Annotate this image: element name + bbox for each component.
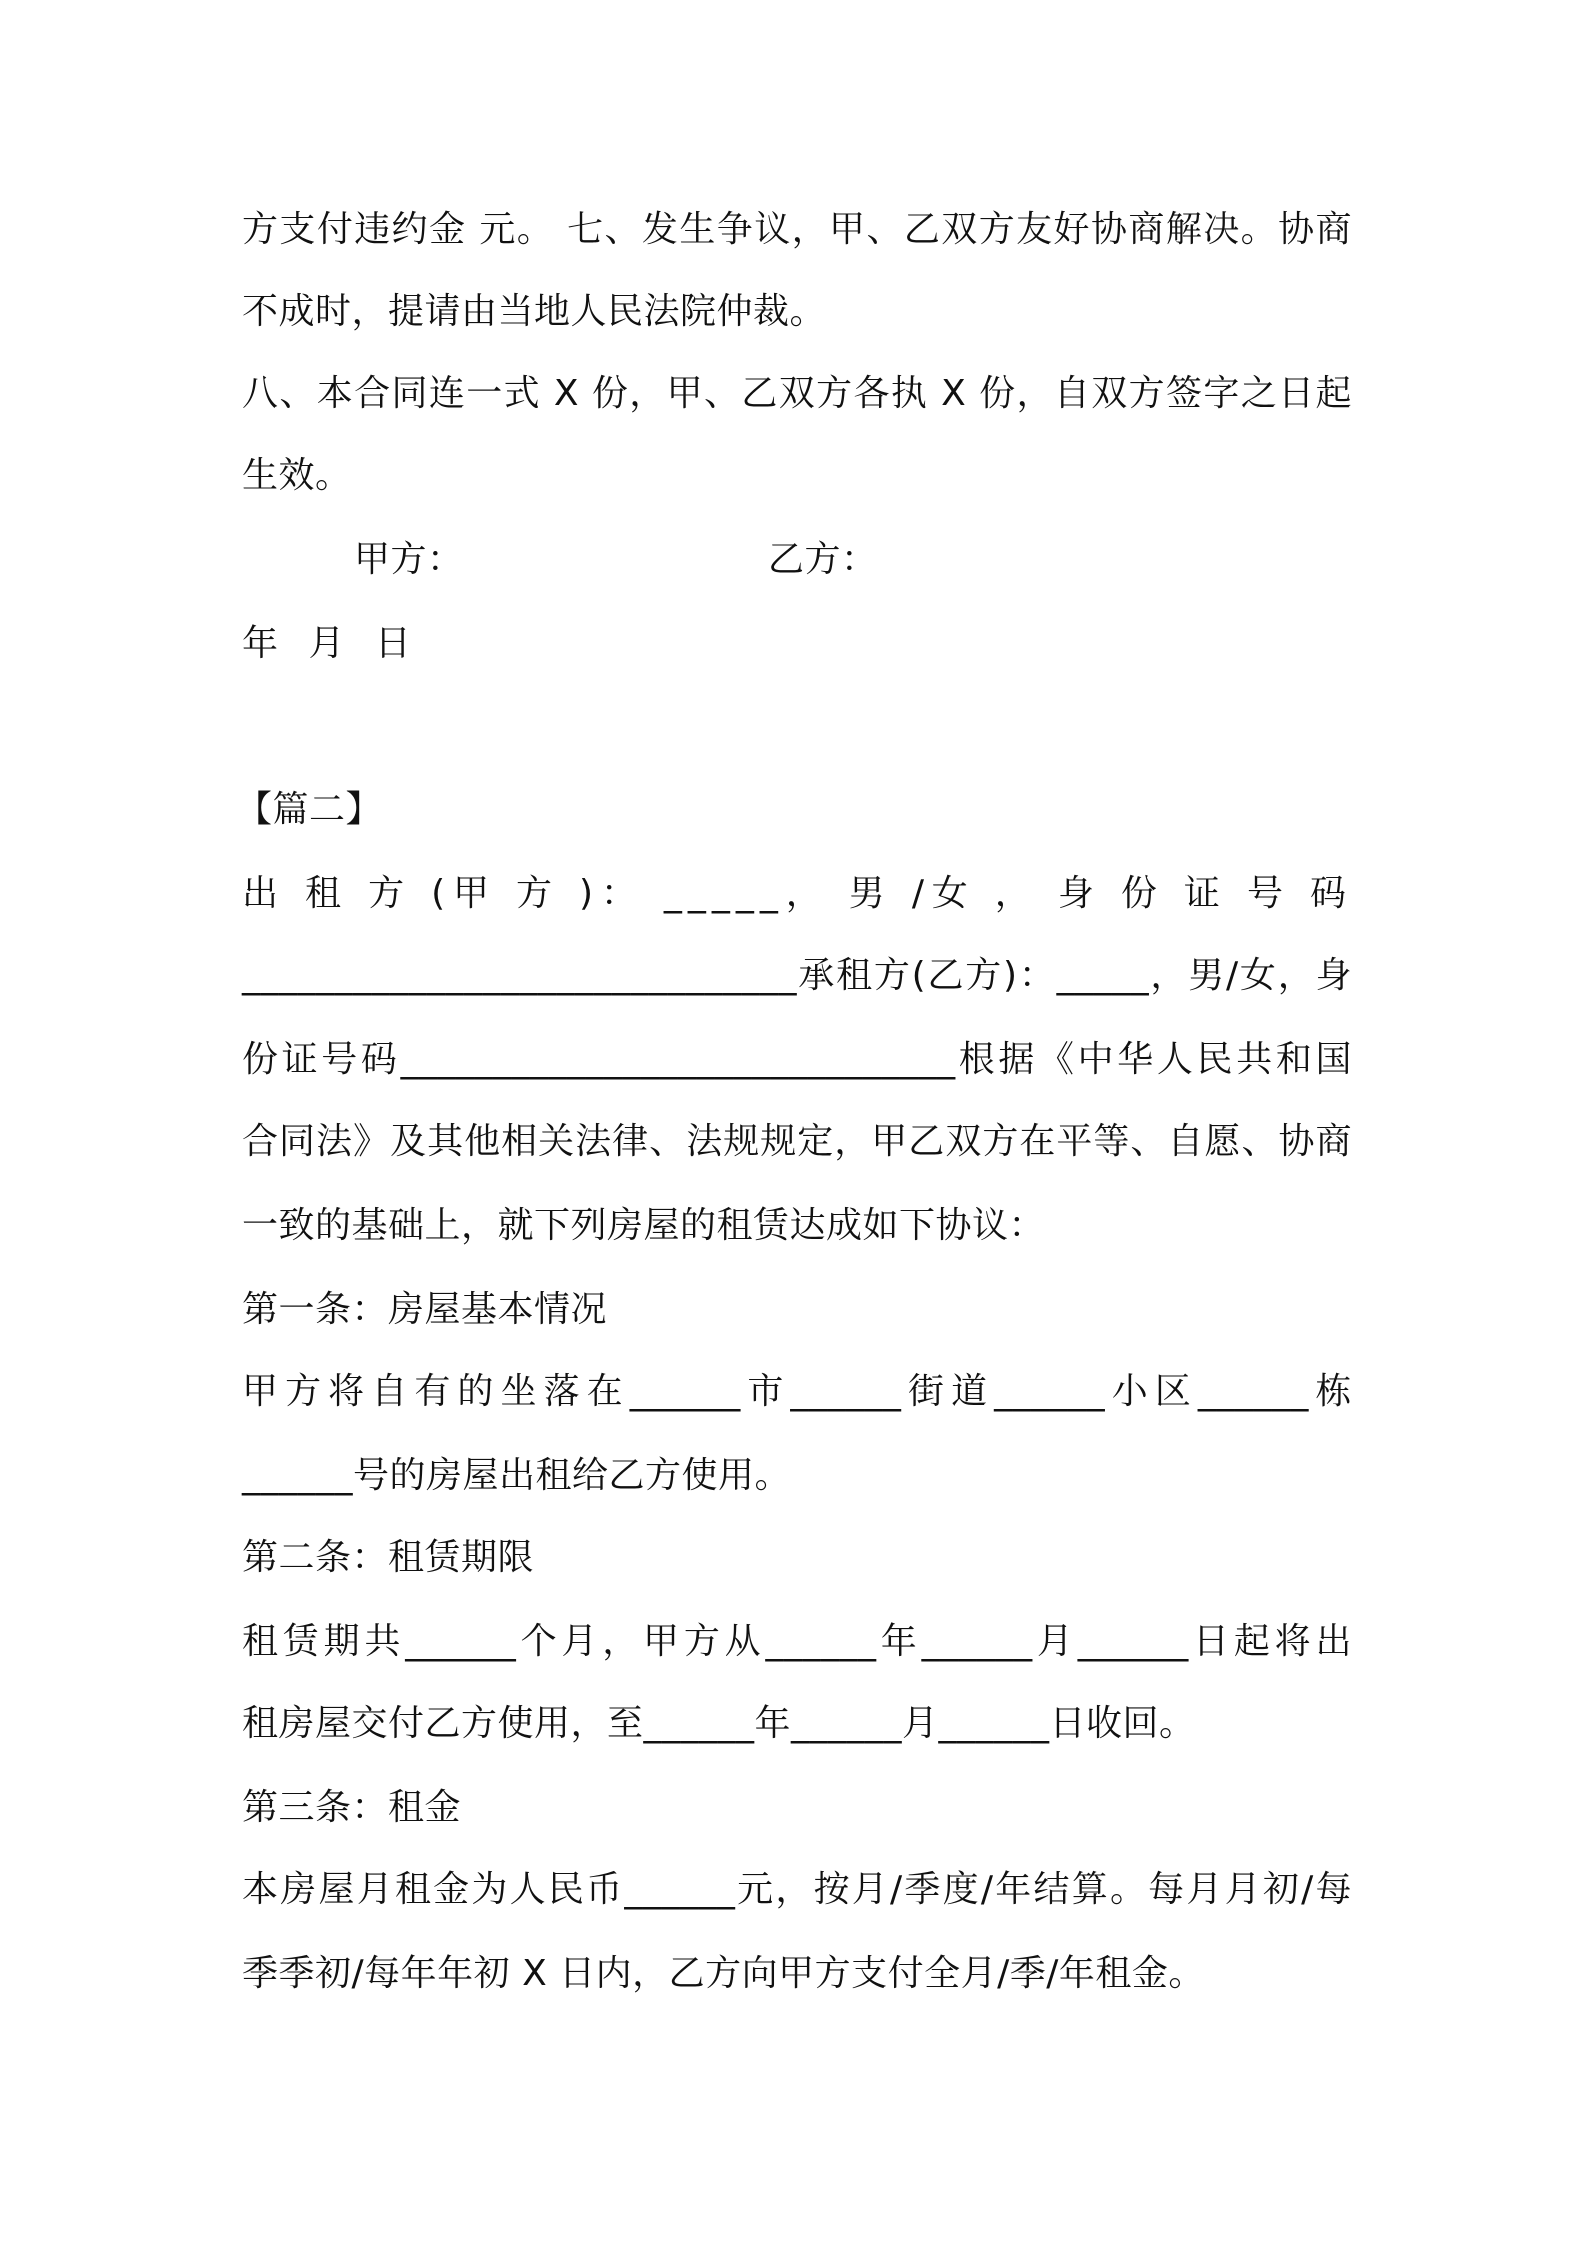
article-heading: 第三条：租金 [242,1787,462,1828]
text-line: 合同法》及其他相关法律、法规规定，甲乙双方在平等、自愿、协商 [242,1121,1352,1162]
party-a-signature-label: 甲方： [354,539,464,580]
text-line: 份证号码______________________________根据《中华人民共和国 [242,1039,1352,1080]
text-line: 不成时，提请由当地人民法院仲裁。 [242,291,827,332]
text-line: 租赁期共______个月，甲方从______年______月______日起将出 [242,1621,1352,1662]
text-line: 甲方将自有的坐落在______市______街道______小区______栋 [242,1371,1352,1412]
text-line: ______________________________承租方(乙方)：_____，男/女，身 [242,955,1352,996]
text-line: 生效。 [242,455,352,496]
article-heading: 第二条：租赁期限 [242,1537,535,1578]
text-line: 方支付违约金 元。 七、发生争议，甲、乙双方友好协商解决。协商 [242,209,1352,250]
article-heading: 第一条：房屋基本情况 [242,1289,608,1330]
text-line: 本房屋月租金为人民币______元，按月/季度/年结算。每月月初/每 [242,1869,1352,1910]
date-line: 年 月 日 [242,623,412,664]
text-line: 租房屋交付乙方使用，至______年______月______日收回。 [242,1703,1196,1744]
text-line: 出 租 方 (甲 方 )： _____， 男 /女 ， 身 份 证 号 码 [242,873,1352,914]
text-line: 季季初/每年年初 X 日内，乙方向甲方支付全月/季/年租金。 [242,1953,1205,1994]
party-b-signature-label: 乙方： [768,539,878,580]
section-heading: 【篇二】 [236,789,383,830]
text-line: 八、本合同连一式 X 份，甲、乙双方各执 X 份，自双方签字之日起 [242,373,1352,414]
text-line: ______号的房屋出租给乙方使用。 [242,1455,792,1496]
text-line: 一致的基础上，就下列房屋的租赁达成如下协议： [242,1205,1046,1246]
